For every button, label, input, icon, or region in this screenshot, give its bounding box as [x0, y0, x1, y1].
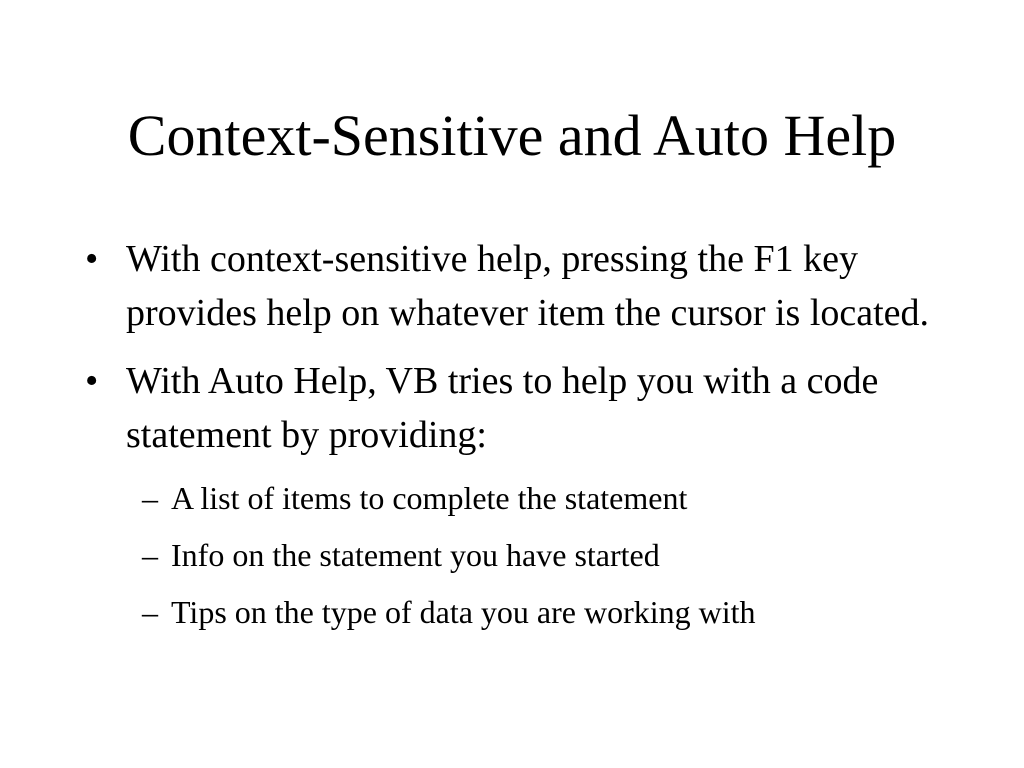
bullet-item — [85, 354, 945, 462]
dash-icon: – — [142, 594, 158, 630]
slide-title: Context-Sensitive and Auto Help — [127, 103, 897, 168]
sub-bullet-item — [85, 590, 945, 634]
sub-bullet-item — [85, 476, 945, 520]
bullet-dot-icon: • — [85, 238, 99, 280]
slide-body — [85, 232, 945, 647]
bullet-dot-icon: • — [85, 360, 99, 402]
dash-icon: – — [142, 537, 158, 573]
sub-bullet-item — [85, 533, 945, 577]
bullet-text: With context-sensitive help, pressing the F1 key provides help on whatever item the cursor is located. — [126, 238, 930, 334]
sub-bullet-list — [85, 476, 945, 634]
sub-bullet-text: Tips on the type of data you are working with — [171, 594, 756, 630]
bullet-item — [85, 232, 945, 340]
sub-bullet-text: A list of items to complete the statement — [171, 480, 688, 516]
dash-icon: – — [142, 480, 158, 516]
sub-bullet-text: Info on the statement you have started — [171, 537, 660, 573]
bullet-text: With Auto Help, VB tries to help you with a code statement by providing: — [126, 360, 879, 456]
